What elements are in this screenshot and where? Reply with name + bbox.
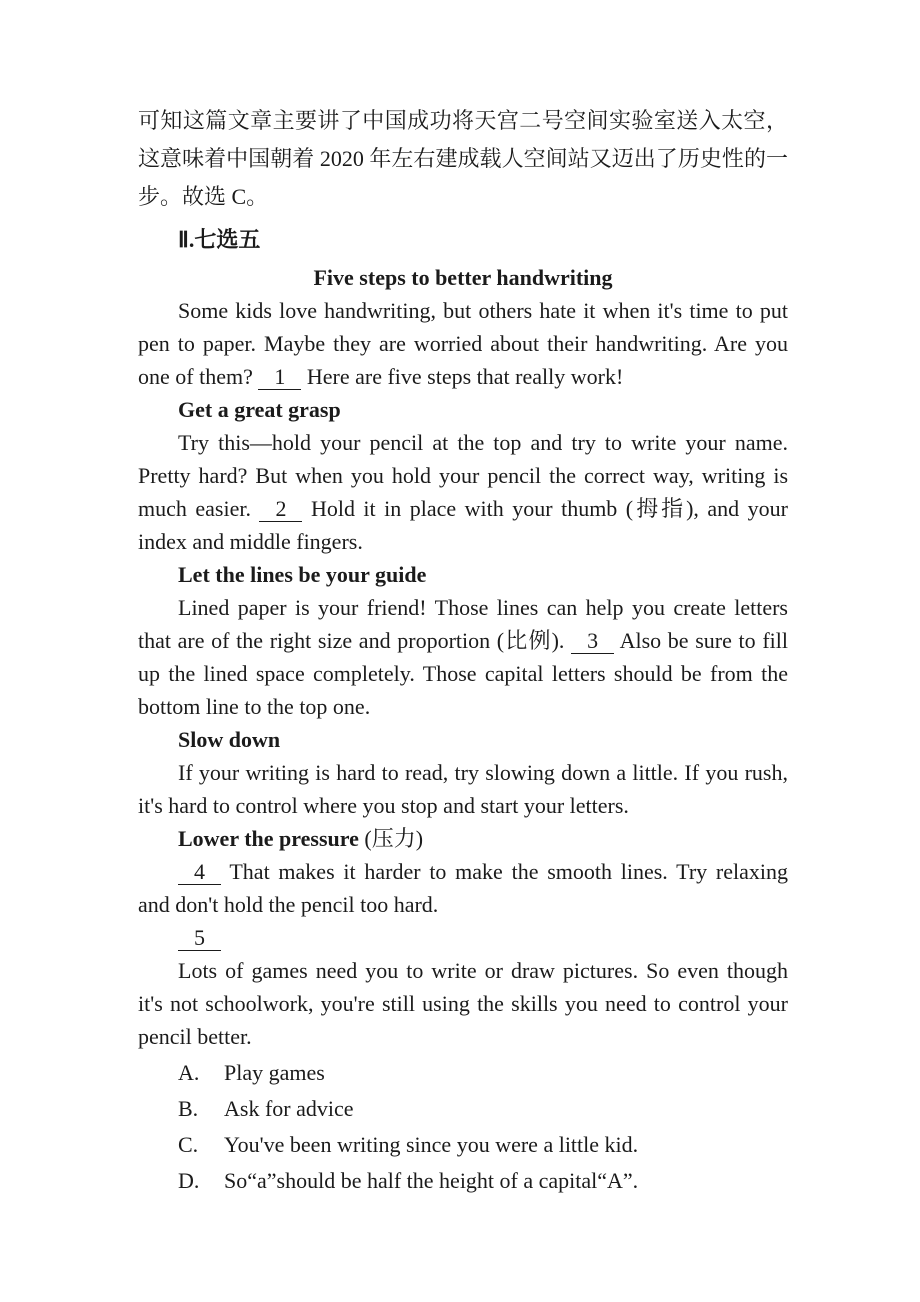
paragraph-slow-down: If your writing is hard to read, try slowing down a little. If you rush, it's hard to control where you stop and start your letters. <box>138 760 788 818</box>
answer-blank-5: 5 <box>178 925 221 951</box>
subheading-note: (压力) <box>358 826 424 851</box>
subheading-lower-the-pressure <box>138 822 788 855</box>
options-list <box>138 1055 788 1199</box>
subheading-slow-down <box>138 723 788 756</box>
option-c-label: C. <box>178 1132 199 1157</box>
blank-5-line <box>138 921 788 954</box>
option-a-text: Play games <box>224 1060 325 1085</box>
option-d-label: D. <box>178 1168 200 1193</box>
paragraph-lines: Lined paper is your friend! Those lines can help you create letters that are of the right size and proportion (比例). 3 Also be sure to fill up the lined space completely. Those capital letters should be from the bottom line to the top one. <box>138 595 788 719</box>
option-c-text: You've been writing since you were a little kid. <box>224 1132 639 1157</box>
option-d <box>138 1163 788 1199</box>
option-a-label: A. <box>178 1060 200 1085</box>
passage-title: Five steps to better handwriting <box>313 265 613 290</box>
answer-blank-4: 4 <box>178 859 221 885</box>
subheading-bold-text: Get a great grasp <box>178 397 341 422</box>
paragraph-pressure: 4 That makes it harder to make the smooth lines. Try relaxing and don't hold the pencil too hard. <box>138 859 788 917</box>
answer-explanation: 可知这篇文章主要讲了中国成功将天宫二号空间实验室送入太空，这意味着中国朝着 2020 年左右建成载人空间站又迈出了历史性的一步。故选 C。 <box>138 108 788 209</box>
option-b-label: B. <box>178 1096 199 1121</box>
option-b-text: Ask for advice <box>224 1096 354 1121</box>
subheading-bold-text: Slow down <box>178 727 281 752</box>
answer-blank-1: 1 <box>258 364 301 390</box>
option-c <box>138 1127 788 1163</box>
passage-intro: Some kids love handwriting, but others hate it when it's time to put pen to paper. Maybe they are worried about their handwriting. Are you one of them? 1 Here are five steps that really work! <box>138 298 788 389</box>
option-d-text: So“a”should be half the height of a capital“A”. <box>224 1168 639 1193</box>
answer-blank-2: 2 <box>259 496 302 522</box>
section-heading: Ⅱ.七选五 <box>178 227 261 252</box>
subheading-bold-text: Let the lines be your guide <box>178 562 427 587</box>
subheading-get-a-great-grasp <box>138 393 788 426</box>
subheading-bold-text: Lower the pressure <box>178 826 359 851</box>
paragraph-grasp: Try this—hold your pencil at the top and try to write your name. Pretty hard? But when you hold your pencil the correct way, writing is much easier. 2 Hold it in place with your thumb (拇指), and your index and middle fingers. <box>138 430 788 554</box>
option-b <box>138 1091 788 1127</box>
paragraph-games: Lots of games need you to write or draw pictures. So even though it's not schoolwork, you're still using the skills you need to control your pencil better. <box>138 958 788 1049</box>
answer-blank-3: 3 <box>571 628 614 654</box>
option-a <box>138 1055 788 1091</box>
subheading-let-the-lines <box>138 558 788 591</box>
